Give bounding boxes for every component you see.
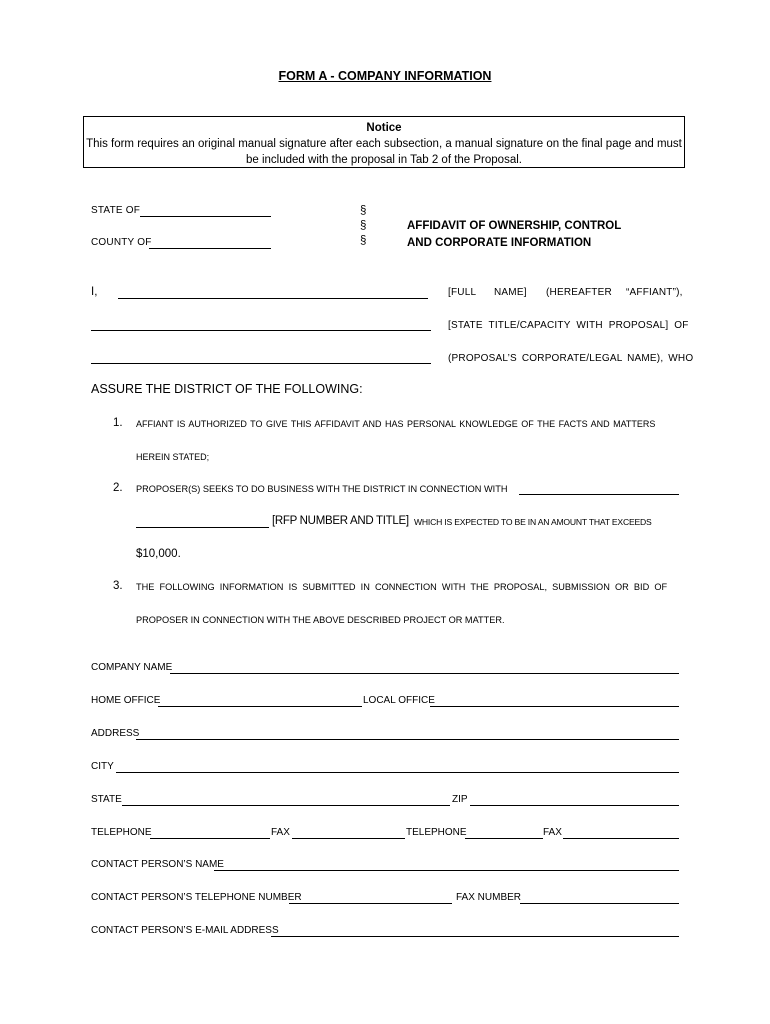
notice-heading: Notice [366, 122, 402, 134]
item-2-amount: $10,000. [136, 548, 181, 560]
address-label: ADDRESS [91, 728, 140, 739]
connection-with-field[interactable] [519, 494, 679, 495]
local-office-field[interactable] [430, 706, 679, 707]
rfp-label: [RFP NUMBER AND TITLE] [272, 515, 409, 527]
item-1-line-1: AFFIANT IS AUTHORIZED TO GIVE THIS AFFIDAVIT AND HAS PERSONAL KNOWLEDGE OF THE FACTS AND MATTERS [136, 419, 656, 429]
fax-number-label: FAX NUMBER [456, 892, 522, 903]
county-of-label: COUNTY OF [91, 237, 152, 248]
affidavit-title-1: AFFIDAVIT OF OWNERSHIP, CONTROL [407, 220, 622, 232]
county-of-field[interactable] [149, 248, 271, 249]
contact-phone-field[interactable] [289, 903, 452, 904]
item-1-number: 1. [113, 417, 123, 429]
notice-box [83, 116, 685, 168]
fax-2-label: FAX [543, 827, 562, 838]
contact-email-label: CONTACT PERSON’S E-MAIL ADDRESS [91, 925, 279, 936]
contact-phone-label: CONTACT PERSON’S TELEPHONE NUMBER [91, 892, 302, 903]
home-office-field[interactable] [158, 706, 362, 707]
section-symbol-2: § [360, 220, 367, 232]
notice-line-1: This form requires an original manual signature after each subsection, a manual signature on the final page and must [86, 138, 682, 150]
state-field[interactable] [122, 805, 450, 806]
i-label: I, [91, 286, 98, 298]
fax-field[interactable] [292, 838, 405, 839]
home-office-label: HOME OFFICE [91, 695, 161, 706]
contact-name-field[interactable] [214, 870, 679, 871]
city-label: CITY [91, 761, 114, 772]
company-name-label: COMPANY NAME [91, 662, 173, 673]
item-2-number: 2. [113, 482, 123, 494]
company-name-field[interactable] [170, 673, 679, 674]
corporate-name-field[interactable] [91, 363, 431, 364]
fax-number-field[interactable] [520, 903, 679, 904]
state-label: STATE [91, 794, 122, 805]
item-2-line-1: PROPOSER(S) SEEKS TO DO BUSINESS WITH THE DISTRICT IN CONNECTION WITH [136, 484, 508, 494]
fax-2-field[interactable] [563, 838, 679, 839]
address-field[interactable] [136, 739, 679, 740]
section-symbol-1: § [360, 205, 367, 217]
full-name-4: “AFFIANT”), [626, 287, 683, 298]
section-symbol-3: § [360, 235, 367, 247]
affidavit-title-2: AND CORPORATE INFORMATION [407, 237, 592, 249]
telephone-label: TELEPHONE [91, 827, 152, 838]
affiant-name-field[interactable] [118, 298, 428, 299]
city-field[interactable] [116, 772, 679, 773]
rfp-field[interactable] [136, 527, 269, 528]
state-of-label: STATE OF [91, 205, 141, 216]
item-3-line-2: PROPOSER IN CONNECTION WITH THE ABOVE DESCRIBED PROJECT OR MATTER. [136, 615, 505, 625]
state-title-label: [STATE TITLE/CAPACITY WITH PROPOSAL] OF [448, 320, 689, 331]
telephone-field[interactable] [150, 838, 270, 839]
full-name-1: [FULL [448, 287, 477, 298]
telephone-2-label: TELEPHONE [406, 827, 467, 838]
assure-heading: ASSURE THE DISTRICT OF THE FOLLOWING: [91, 382, 363, 396]
form-title: FORM A - COMPANY INFORMATION [278, 69, 492, 83]
fax-label: FAX [271, 827, 290, 838]
contact-email-field[interactable] [271, 936, 679, 937]
corporate-name-label: (PROPOSAL’S CORPORATE/LEGAL NAME), WHO [448, 353, 694, 364]
full-name-3: (HEREAFTER [546, 287, 612, 298]
state-of-field[interactable] [140, 216, 271, 217]
local-office-label: LOCAL OFFICE [363, 695, 435, 706]
state-title-field[interactable] [91, 330, 431, 331]
item-3-number: 3. [113, 580, 123, 592]
contact-name-label: CONTACT PERSON’S NAME [91, 859, 224, 870]
item-1-line-2: HEREIN STATED; [136, 452, 210, 462]
zip-label: ZIP [452, 794, 468, 805]
notice-line-2: be included with the proposal in Tab 2 of the Proposal. [246, 154, 522, 166]
full-name-2: NAME] [494, 287, 527, 298]
zip-field[interactable] [470, 805, 679, 806]
telephone-2-field[interactable] [465, 838, 543, 839]
item-3-line-1: THE FOLLOWING INFORMATION IS SUBMITTED IN CONNECTION WITH THE PROPOSAL, SUBMISSION OR BID OF [136, 582, 668, 592]
item-2-line-2: WHICH IS EXPECTED TO BE IN AN AMOUNT THAT EXCEEDS [414, 517, 652, 527]
